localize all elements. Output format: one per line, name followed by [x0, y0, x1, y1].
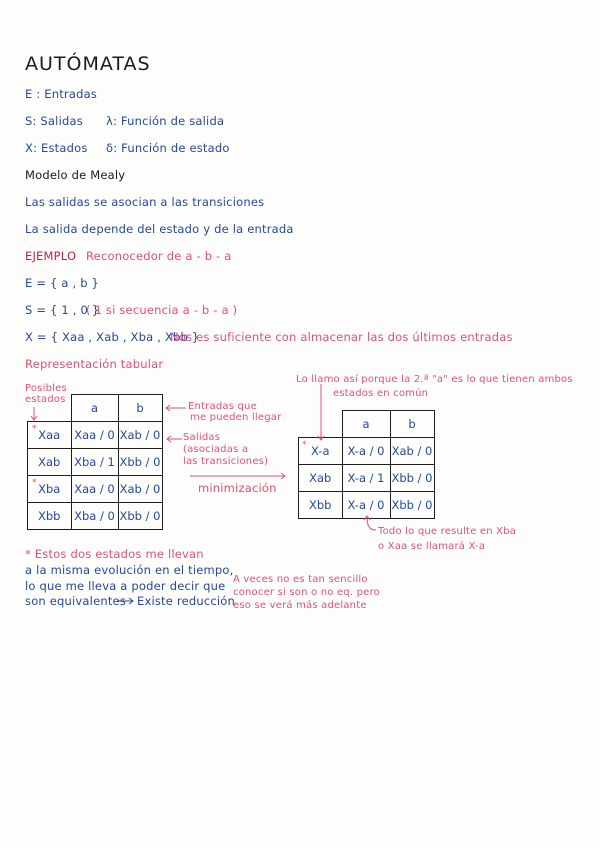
transition-cell: X-a / 1	[342, 465, 390, 492]
transition-cell: Xbb / 0	[390, 492, 434, 519]
todo-line-1: Todo lo que resulte en Xba	[378, 526, 517, 537]
transition-cell: X-a / 0	[342, 438, 390, 465]
line-salidas-asocian: Las salidas se asocian a las transiciones	[25, 195, 265, 209]
transition-cell: Xba / 1	[71, 449, 118, 476]
estos-line-1-text: * Estos dos estados me llevan	[25, 547, 204, 561]
existe-reduccion-text: Existe reducción	[137, 594, 236, 608]
line-salidas: S: Salidas	[25, 114, 83, 128]
salidas-line-1: Salidas	[183, 432, 221, 443]
line-x-set: X = { Xaa , Xab , Xba , Xbb }	[25, 330, 200, 344]
state-cell: Xbb	[299, 492, 343, 519]
minimizacion-label: minimización	[198, 481, 277, 495]
entradas-line-2: me pueden llegar	[190, 412, 282, 423]
asterisk-mark-xba: *	[32, 478, 37, 488]
reconocedor-label: Reconocedor de a - b - a	[86, 249, 232, 263]
transition-cell: Xab / 0	[118, 476, 162, 503]
transition-cell: X-a / 0	[342, 492, 390, 519]
posibles-line-1: Posibles	[25, 383, 67, 394]
transition-cell: Xaa / 0	[71, 476, 118, 503]
transition-cell: Xbb / 0	[118, 503, 162, 530]
todo-line-2: o Xaa se llamará X-a	[378, 541, 486, 552]
estos-line-3: lo que me lleva a poder decir que	[25, 579, 226, 593]
line-x-note: Nos es suficiente con almacenar las dos últimos entradas	[170, 330, 513, 344]
state-cell: Xaa	[28, 422, 72, 449]
line-entradas: E : Entradas	[25, 87, 98, 101]
table-header-b: b	[118, 395, 162, 422]
state-cell: Xab	[299, 465, 343, 492]
asterisk-mark-xaa: *	[32, 424, 37, 434]
line-mealy: Modelo de Mealy	[25, 168, 126, 182]
salidas-line-3: las transiciones)	[183, 456, 269, 467]
a-veces-line-3: eso se verá más adelante	[233, 600, 367, 611]
line-lambda: λ: Función de salida	[106, 114, 225, 128]
posibles-line-2: estados	[25, 394, 66, 405]
table-header-b: b	[390, 411, 434, 438]
rep-tabular-heading: Representación tabular	[25, 357, 164, 371]
transition-cell: Xbb / 0	[390, 465, 434, 492]
transition-cell: Xab / 0	[390, 438, 434, 465]
transition-cell: Xbb / 0	[118, 449, 162, 476]
table-header-a: a	[342, 411, 390, 438]
equivalentes-text: son equivalentes	[25, 594, 127, 608]
salidas-line-2: (asociadas a	[183, 444, 249, 455]
a-veces-line-2: conocer si son o no eq. pero	[233, 587, 380, 598]
state-cell: Xab	[28, 449, 72, 476]
state-cell: X-a	[299, 438, 343, 465]
estos-line-2: a la misma evolución en el tiempo,	[25, 563, 234, 577]
transition-cell: Xab / 0	[118, 422, 162, 449]
transition-cell: Xba / 0	[71, 503, 118, 530]
line-s-set: S = { 1 , 0 }	[25, 303, 100, 317]
line-e-set: E = { a , b }	[25, 276, 100, 290]
page-title: AUTÓMATAS	[25, 53, 151, 75]
lo-llamo-note: Lo llamo así porque la 2.ª "a" es lo que tienen ambos	[296, 374, 573, 385]
asterisk-mark-xa: *	[302, 440, 307, 450]
state-cell: Xba	[28, 476, 72, 503]
a-veces-line-1: A veces no es tan sencillo	[233, 574, 368, 585]
line-estados: X: Estados	[25, 141, 88, 155]
line-s-note: ( 1 si secuencia a - b - a )	[86, 303, 238, 317]
line-salida-depende: La salida depende del estado y de la entrada	[25, 222, 294, 236]
entradas-line-1: Entradas que	[188, 401, 257, 412]
line-delta: δ: Función de estado	[106, 141, 230, 155]
state-cell: Xbb	[28, 503, 72, 530]
lo-llamo-note-2: estados en común	[333, 388, 429, 399]
ejemplo-label: EJEMPLO	[25, 249, 77, 263]
table-header-a: a	[71, 395, 118, 422]
transition-cell: Xaa / 0	[71, 422, 118, 449]
